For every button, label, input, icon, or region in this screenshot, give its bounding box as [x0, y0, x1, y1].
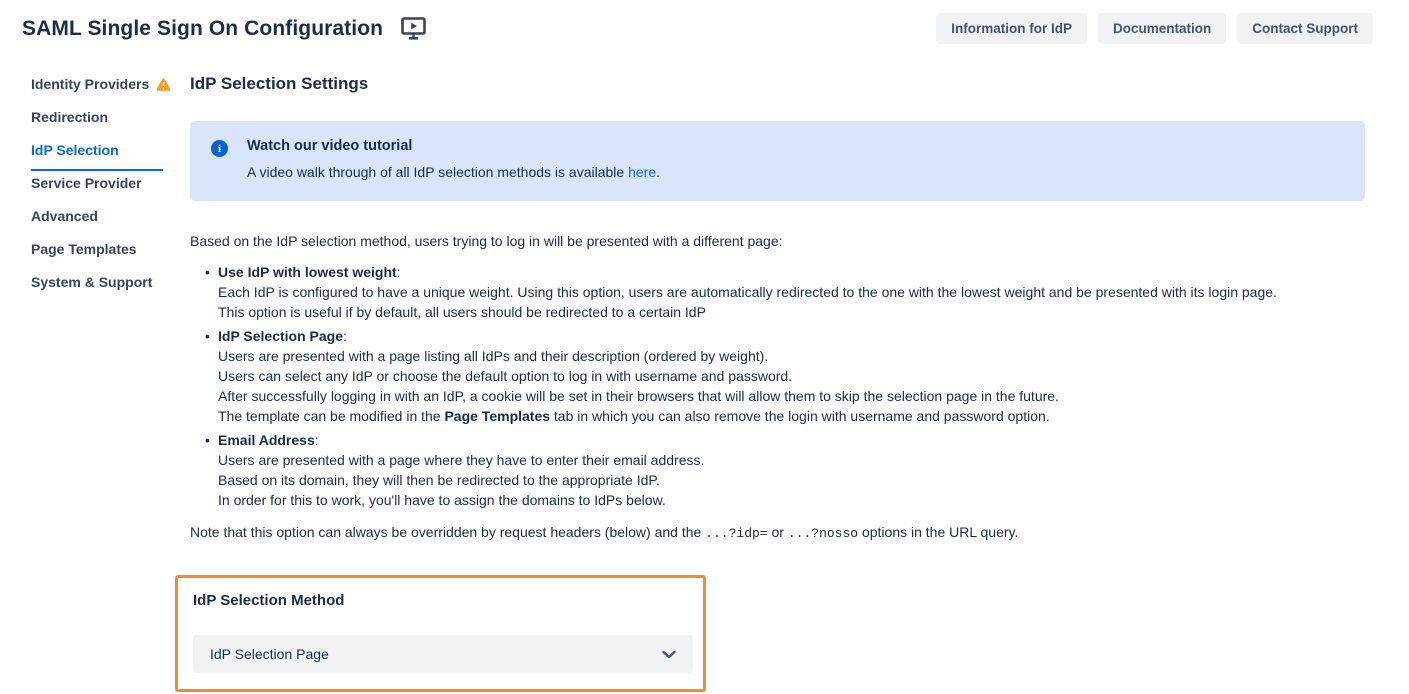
- sidebar-item-identity-providers[interactable]: [31, 74, 190, 94]
- here-link[interactable]: here: [628, 164, 657, 180]
- bullet-line: Based on its domain, they will then be redirected to the appropriate IdP.: [218, 472, 660, 488]
- idp-selection-method-select[interactable]: [193, 635, 693, 673]
- chevron-down-icon: [662, 650, 676, 659]
- section-heading: IdP Selection Settings: [190, 74, 369, 93]
- contact-support-button[interactable]: Contact Support: [1237, 13, 1373, 44]
- bullet-line: Users can select any IdP or choose the default option to log in with username and password.: [218, 368, 793, 384]
- warning-icon: [156, 78, 171, 91]
- sidebar-item-label: Advanced: [31, 208, 98, 224]
- sidebar-item-redirection[interactable]: [31, 107, 190, 127]
- bullet-line: Each IdP is configured to have a unique weight. Using this option, users are automatically redirected to the one with the lowest weight and be presented with its login page.: [218, 284, 1277, 300]
- page-title: SAML Single Sign On Configuration: [22, 16, 384, 40]
- code-text: ...?idp=: [705, 526, 768, 541]
- bullet-line: In order for this to work, you'll have to assign the domains to IdPs below.: [218, 492, 666, 508]
- sidebar-item-label: Service Provider: [31, 175, 142, 191]
- documentation-button[interactable]: Documentation: [1098, 13, 1226, 44]
- bullet-line: The template can be modified in the Page Templates tab in which you can also remove the login with username and password option.: [218, 408, 1050, 424]
- override-note: Note that this option can always be overridden by request headers (below) and the ...?idp= or ...?nosso options in the URL query.: [190, 524, 1019, 541]
- sidebar-item-label: Identity Providers: [31, 76, 150, 92]
- bullet-line: After successfully logging in with an IdP, a cookie will be set in their browsers that will allow them to skip the selection page in the future.: [218, 388, 1059, 404]
- idp-selection-method-box: [175, 575, 706, 692]
- main-content: [190, 74, 1365, 692]
- information-for-idp-button[interactable]: Information for IdP: [936, 13, 1087, 44]
- method-bullet-idp-selection-page: • IdP Selection Page: Users are presented with a page listing all IdPs and their description (ordered by weight). Users can select any IdP or choose the default option to log in with username and password. After successfully logging in with an IdP, a cookie will be set in their browsers that will allow them to skip the selection page in the future. The template can be modified in the Page Templates tab in which you can also remove the login with username and password option.: [218, 326, 1365, 426]
- selection-methods-list: [190, 262, 1365, 510]
- bullet-line: Users are presented with a page where they have to enter their email address.: [218, 452, 705, 468]
- page-header: [0, 0, 1409, 44]
- banner-body: A video walk through of all IdP selection methods is available here.: [247, 164, 660, 180]
- select-value: IdP Selection Page: [210, 646, 329, 662]
- code-text: ...?nosso: [787, 526, 859, 541]
- sidebar-item-label: Redirection: [31, 109, 109, 125]
- sidebar-item-idp-selection[interactable]: [31, 140, 190, 160]
- method-bullet-use-idp-with-lowest-weight: • Use IdP with lowest weight: Each IdP is configured to have a unique weight. Using this option, users are automatically redirected to the one with the lowest weight and be presented with its login page. This option is useful if by default, all users should be redirected to a certain IdP: [218, 262, 1365, 322]
- sidebar-item-label: System & Support: [31, 274, 153, 290]
- sidebar-item-advanced[interactable]: [31, 206, 190, 226]
- info-icon: i: [211, 140, 228, 157]
- layout: [0, 74, 1409, 692]
- method-bullet-email-address: • Email Address: Users are presented with a page where they have to enter their email address. Based on its domain, they will then be redirected to the appropriate IdP. In order for this to work, you'll have to assign the domains to IdPs below.: [218, 430, 1365, 510]
- idp-selection-method-label: IdP Selection Method: [193, 592, 345, 609]
- video-tutorial-banner: [190, 121, 1365, 201]
- bullet-label: Use IdP with lowest weight: [218, 264, 397, 280]
- sidebar-item-page-templates[interactable]: [31, 239, 190, 259]
- video-tutorial-icon[interactable]: [401, 17, 426, 40]
- bold-text: Page Templates: [444, 408, 551, 424]
- bullet-label: Email Address: [218, 432, 315, 448]
- banner-title: Watch our video tutorial: [247, 138, 413, 154]
- sidebar-item-label: IdP Selection: [31, 142, 119, 158]
- sidebar-item-service-provider[interactable]: [31, 173, 190, 193]
- sidebar-item-label: Page Templates: [31, 241, 137, 257]
- sidebar-nav: [0, 74, 190, 692]
- bullet-line: Users are presented with a page listing all IdPs and their description (ordered by weight).: [218, 348, 769, 364]
- header-actions: [936, 13, 1373, 44]
- banner-content: [247, 138, 660, 182]
- intro-paragraph: Based on the IdP selection method, users trying to log in will be presented with a different page:: [190, 233, 783, 249]
- bullet-line: This option is useful if by default, all users should be redirected to a certain IdP: [218, 304, 706, 320]
- sidebar-item-system-support[interactable]: [31, 272, 190, 292]
- bullet-label: IdP Selection Page: [218, 328, 344, 344]
